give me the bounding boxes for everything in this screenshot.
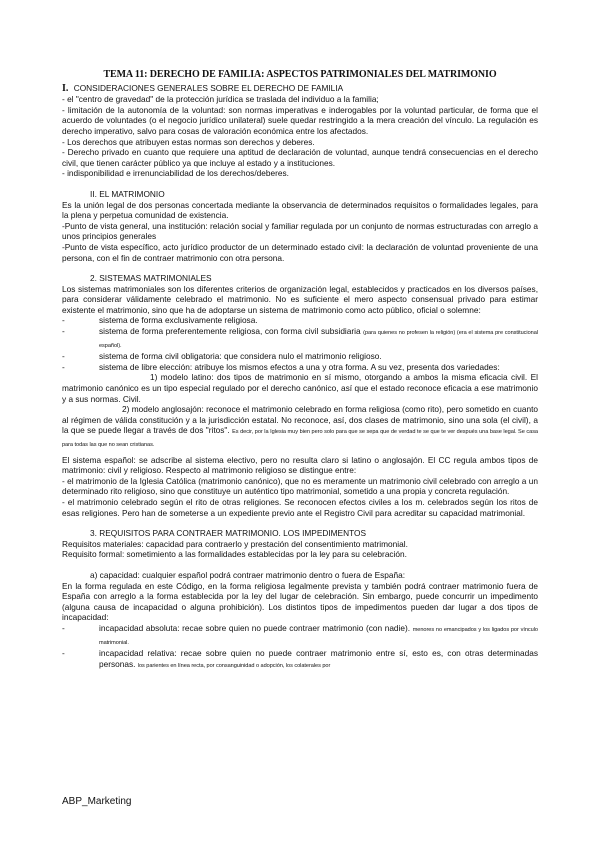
list-item-text: sistema de forma preferentemente religiosa, con forma civil subsidiaria xyxy=(99,326,361,337)
capacity-paragraph: En la forma regulada en este Código, en la forma religiosa legalmente prevista y también podrá contraer matrimonio fuera de España con arreglo a la forma establecida por la ley del lugar de celebración. Sin embargo, puede concurrir un impedimento (alguna causa de incapacidad o alguna prohibición). Los distintos tipos de impedimentos pueden dar lugar a dos tipos de incapacidad: xyxy=(62,580,538,623)
anglo-model-text: 2) modelo anglosajón: reconoce el matrimonio celebrado en forma religiosa (como rito), pero sometido en cuanto al régimen de válida constitución y a la jurisdicción estatal. No reconoce, así, dos clases de matrimonio, sino una sola (el civil), a la que se puede llegar a través de dos "ritos". xyxy=(62,404,538,436)
latin-model: 1) modelo latino: dos tipos de matrimonio en sí mismo, otorgando a ambos la misma eficacia civil. El matrimonio canónico es un tipo especial regulado por el derecho canónico, así que el estado reconoce eficacia a ese matrimonio y a sus normas. Civil. xyxy=(62,372,538,404)
list-item xyxy=(62,623,538,648)
list-item-text: incapacidad absoluta: recae sobre quien no puede contraer matrimonio (con nadie). xyxy=(99,622,411,633)
list-item xyxy=(62,648,538,671)
section-heading-text: CONSIDERACIONES GENERALES SOBRE EL DERECHO DE FAMILIA xyxy=(73,82,344,93)
list-item: - sistema de forma civil obligatoria: que considera nulo el matrimonio religioso. xyxy=(62,351,538,362)
footer-watermark: ABP_Marketing xyxy=(62,796,132,807)
section-heading-1 xyxy=(62,83,538,95)
section-heading-2: II. EL MATRIMONIO xyxy=(90,188,165,199)
document-page xyxy=(62,70,538,671)
s3-intro: Los sistemas matrimoniales son los diferentes criterios de organización legal, establecidos y practicados en los diversos países, para considerar válidamente celebrado el matrimonio. No es suficiente el mero aspecto consensual privado para estimar existente el matrimonio, sino que ha de adoptarse un sistema de matrimonio como acto público, oficial o solemne: xyxy=(62,283,538,315)
section-heading-3: 2. SISTEMAS MATRIMONIALES xyxy=(90,273,212,284)
roman-numeral: I. xyxy=(62,82,69,94)
list-item: - sistema de forma exclusivamente religiosa. xyxy=(62,315,538,326)
s2-general-view: -Punto de vista general, una institución: relación social y familiar regulada por un conjunto de normas estructuradas con arreglo a unos principios generales xyxy=(62,220,538,242)
material-requirements: Requisitos materiales: capacidad para contraerlo y prestación del consentimiento matrimonial. xyxy=(62,538,408,549)
list-item-text: incapacidad relativa: recae sobre quien no puede contraer matrimonio entre sí, esto es, con otras determinadas personas. xyxy=(99,648,538,669)
anglo-model xyxy=(62,404,538,450)
s1-item: - indisponibilidad e irrenunciabilidad de los derechos/deberes. xyxy=(62,168,289,179)
s1-item: - Los derechos que atribuyen estas normas son derechos y deberes. xyxy=(62,136,315,147)
list-item xyxy=(62,326,538,351)
catholic-marriage: - el matrimonio de la Iglesia Católica (matrimonio canónico), que no es meramente un matrimonio civil celebrado con arreglo a un determinado rito religioso, sino que constituye un auténtico tipo matrimonial, sometido a una propia y concreta regulación. xyxy=(62,475,538,497)
handwritten-note: menores no emancipados y los ligados por vínculo matrimonial. xyxy=(99,626,538,646)
systems-list xyxy=(62,315,538,372)
s1-item: - Derecho privado en cuanto que requiere una aptitud de declaración de voluntad, aunque tendrá consecuencias en el derecho civil, que tienen carácter público ya que incluye al estado y a instituciones. xyxy=(62,147,538,168)
formal-requirement: Requisito formal: sometimiento a las formalidades establecidas por la ley para su celebración. xyxy=(62,549,407,560)
spanish-system: El sistema español: se adscribe al sistema electivo, pero no resulta claro si latino o anglosajón. El CC regula ambos tipos de matrimonio: civil y religioso. Respecto al matrimonio religioso se distingue entre: xyxy=(62,454,538,476)
s1-item: - el "centro de gravedad" de la protección jurídica se traslada del individuo a la familia; xyxy=(62,94,379,105)
section-heading-4: 3. REQUISITOS PARA CONTRAER MATRIMONIO. LOS IMPEDIMENTOS xyxy=(90,528,366,539)
s2-specific-view: -Punto de vista específico, acto jurídico productor de un determinado estado civil: la declaración de voluntad proveniente de una persona, con el fin de contraer matrimonio con otra persona. xyxy=(62,241,538,263)
other-religions-marriage: - el matrimonio celebrado según el rito de otras religiones. Se reconocen efectos civiles a los m. celebrados según los ritos de esas religiones. Pero han de someterse a un expediente previo ante el Registro Civil para acreditar su capacidad matrimonial. xyxy=(62,496,538,518)
handwritten-note: los parientes en línea recta, por consanguinidad o adopción, los colaterales por xyxy=(137,662,331,669)
incapacity-list xyxy=(62,623,538,671)
list-item: - sistema de libre elección: atribuye los mismos efectos a una y otra forma. A su vez, presenta dos variedades: xyxy=(62,362,538,373)
handwritten-note: (para quienes no profesen la religión) (era el sistema pre constitucional español). xyxy=(99,330,538,349)
s1-item: - limitación de la autonomía de la voluntad: son normas imperativas e inderogables por la voluntad particular, de forma que el acuerdo de voluntades (o el negocio jurídico unilateral) suele quedar restringido a la mera creación del vínculo. La regulación es derecho imperativo, salvo para cosas de valoración económica entre los afectados. xyxy=(62,104,538,136)
handwritten-note: Es decir, por la Iglesia muy bien pero solo para que se sepa que de verdad te se que te ver después una base legal. Se casa para todas las que no sean cristianas. xyxy=(62,429,538,448)
document-title: TEMA 11: DERECHO DE FAMILIA: ASPECTOS PATRIMONIALES DEL MATRIMONIO xyxy=(103,69,497,80)
s2-definition: Es la unión legal de dos personas concertada mediante la observancia de determinados requisitos o formalidades legales, para la plena y perpetua comunidad de existencia. xyxy=(62,199,538,221)
capacity-heading: a) capacidad: cualquier español podrá contraer matrimonio dentro o fuera de España: xyxy=(90,569,406,580)
